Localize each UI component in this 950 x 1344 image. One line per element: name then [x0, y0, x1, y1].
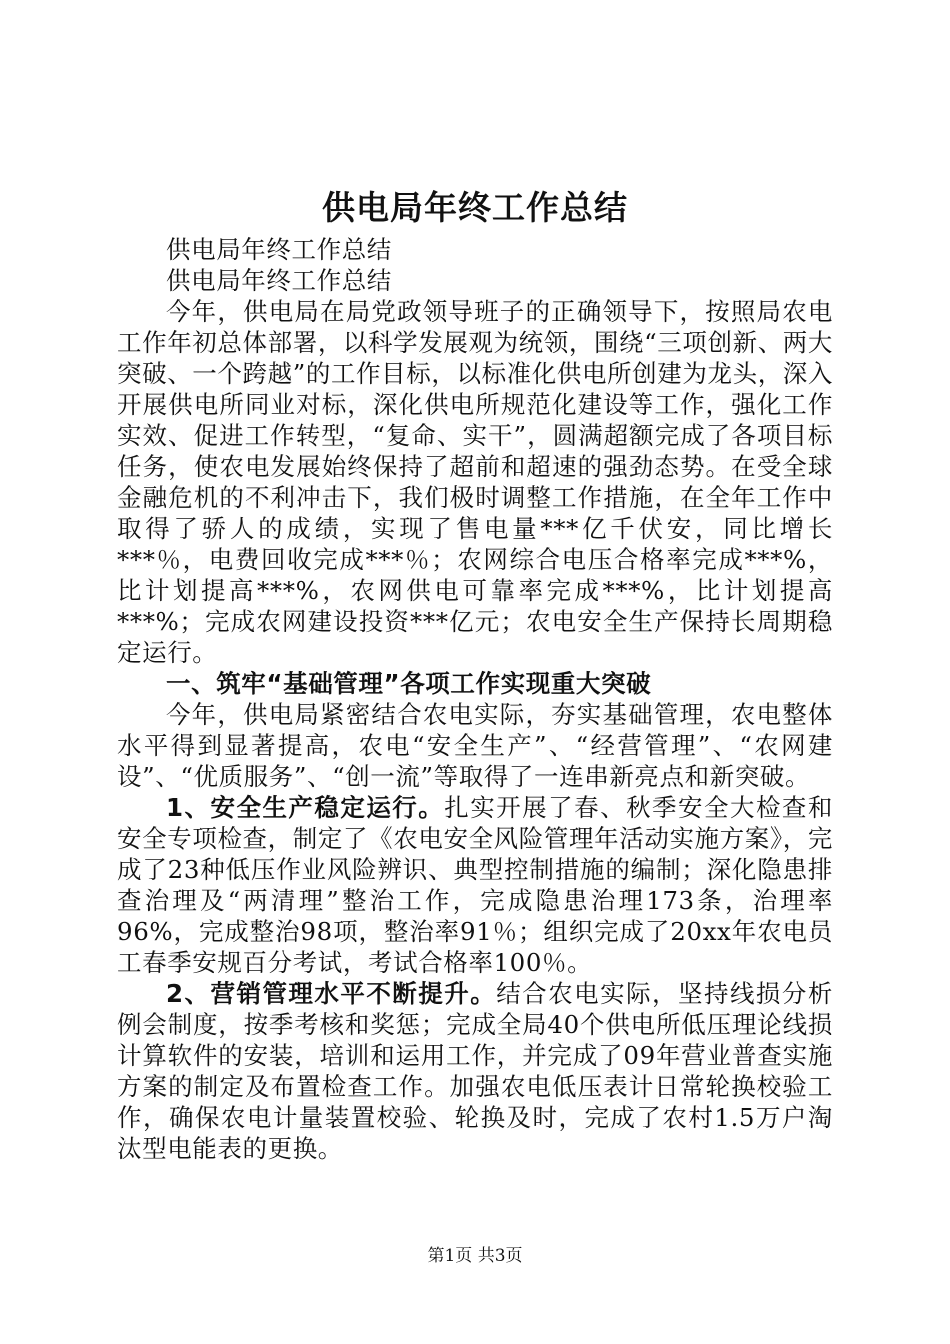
document-body — [117, 234, 833, 1164]
item-1-paragraph — [117, 792, 833, 978]
item-1-lead: 1、安全生产稳定运行。 — [166, 793, 445, 822]
section-1-paragraph: 今年，供电局紧密结合农电实际，夯实基础管理，农电整体水平得到显著提高，农电“安全生产”、“经营管理”、“农网建设”、“优质服务”、“创一流”等取得了一连串新亮点和新突破。 — [117, 700, 833, 791]
item-2-text: 结合农电实际，坚持线损分析例会制度，按季考核和奖惩；完成全局40个供电所低压理论线损计算软件的安装，培训和运用工作，并完成了09年营业普查实施方案的制定及布置检查工作。加强农电低压表计日常轮换校验工作，确保农电计量装置校验、轮换及时，完成了农村1.5万户淘汰型电能表的更换。 — [117, 979, 833, 1163]
subtitle-line-1: 供电局年终工作总结 — [166, 235, 392, 264]
item-1-text: 扎实开展了春、秋季安全大检查和安全专项检查，制定了《农电安全风险管理年活动实施方案》，完成了23种低压作业风险辨识、典型控制措施的编制；深化隐患排查治理及“两清理”整治工作，完成隐患治理173条，治理率96%，完成整治98项，整治率91％；组织完成了20xx年农电员工春季安规百分考试，考试合格率100％。 — [117, 793, 833, 977]
item-2-lead: 2、营销管理水平不断提升。 — [166, 979, 497, 1008]
intro-paragraph: 今年，供电局在局党政领导班子的正确领导下，按照局农电工作年初总体部署，以科学发展观为统领，围绕“三项创新、两大突破、一个跨越”的工作目标，以标准化供电所创建为龙头，深入开展供电所同业对标，深化供电所规范化建设等工作，强化工作实效、促进工作转型，“复命、实干”，圆满超额完成了各项目标任务，使农电发展始终保持了超前和超速的强劲态势。在受全球金融危机的不利冲击下，我们极时调整工作措施，在全年工作中取得了骄人的成绩，实现了售电量***亿千伏安，同比增长***％，电费回收完成***％；农网综合电压合格率完成***%，比计划提高***%，农网供电可靠率完成***%，比计划提高***%；完成农网建设投资***亿元；农电安全生产保持长周期稳定运行。 — [117, 297, 833, 667]
item-2-paragraph — [117, 978, 833, 1164]
section-1-heading: 一、筑牢“基础管理”各项工作实现重大突破 — [166, 669, 652, 698]
subtitle-line-2: 供电局年终工作总结 — [166, 266, 392, 295]
page-number-footer: 第1页 共3页 — [427, 1246, 523, 1266]
document-title: 供电局年终工作总结 — [322, 188, 628, 227]
